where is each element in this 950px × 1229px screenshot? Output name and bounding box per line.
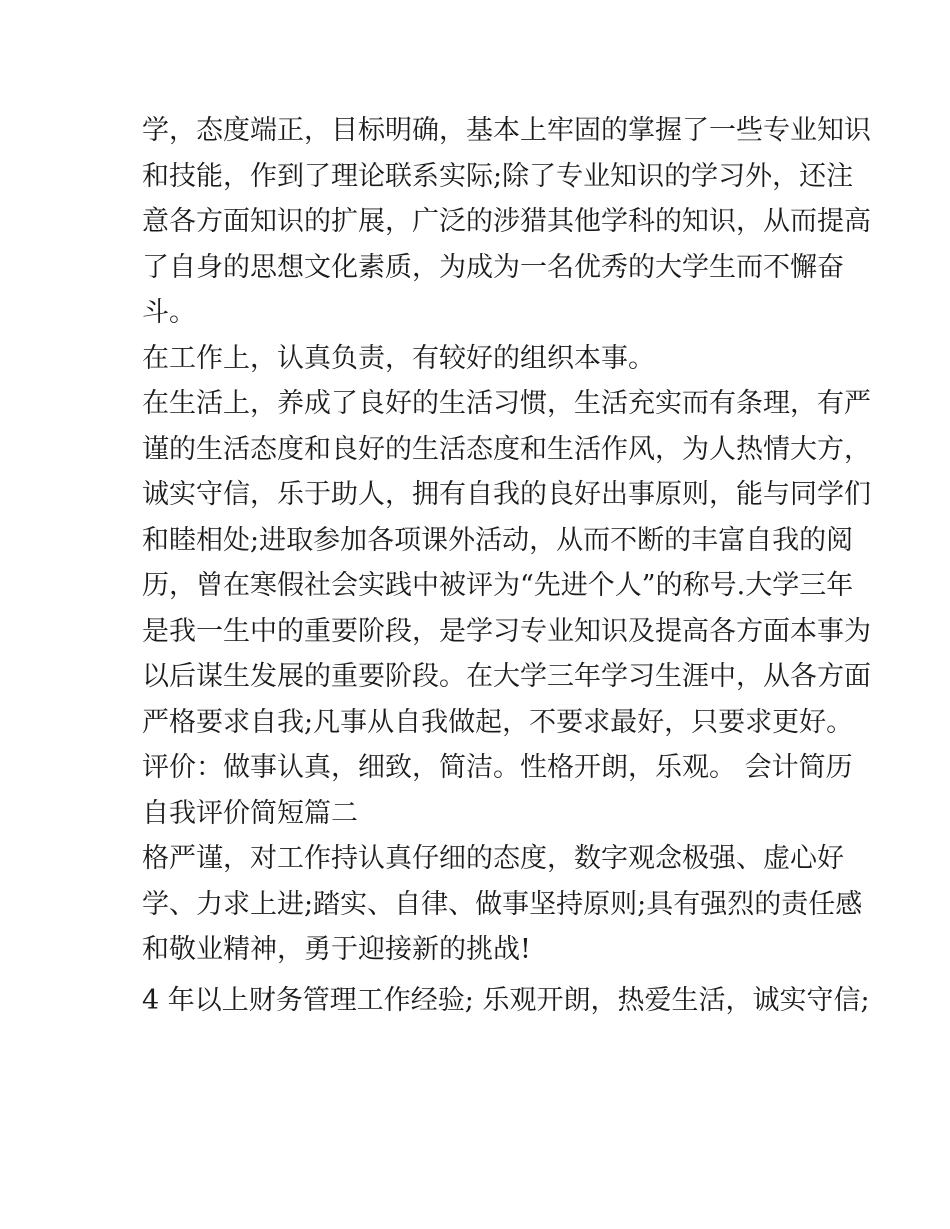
text-line: 历，曾在寒假社会实践中被评为“先进个人”的称号.大学三年: [142, 570, 854, 601]
body-text: [142, 108, 871, 1023]
text-line: 严格要求自我;凡事从自我做起，不要求最好，只要求更好。: [142, 706, 854, 738]
text-line: 和敬业精神，勇于迎接新的挑战!: [142, 934, 531, 965]
text-line: 以后谋生发展的重要阶段。在大学三年学习生涯中，从各方面: [142, 661, 871, 692]
text-line: 学、力求上进;踏实、自律、做事坚持原则;具有强烈的责任感: [142, 888, 863, 920]
text-line: 和技能，作到了理论联系实际;除了专业知识的学习外，还注: [142, 160, 854, 192]
text-line: 是我一生中的重要阶段，是学习专业知识及提高各方面本事为: [142, 615, 871, 647]
text-line: 诚实守信，乐于助人，拥有自我的良好出事原则，能与同学们: [142, 479, 871, 510]
text-line: 学，态度端正，目标明确，基本上牢固的掌握了一些专业知识: [142, 115, 871, 146]
text-line: 谨的生活态度和良好的生活态度和生活作风，为人热情大方，: [142, 433, 871, 465]
text-line: 在生活上，养成了良好的生活习惯，生活充实而有条理，有严: [142, 388, 871, 419]
text-line: 4 年以上财务管理工作经验; 乐观开朗，热爱生活，诚实守信;: [142, 984, 870, 1016]
text-line: 和睦相处;进取参加各项课外活动，从而不断的丰富自我的阅: [142, 524, 854, 556]
text-line: 斗。: [142, 297, 196, 328]
text-line: 了自身的思想文化素质，为成为一名优秀的大学生而不懈奋: [142, 251, 844, 283]
text-line: 在工作上，认真负责，有较好的组织本事。: [142, 342, 655, 374]
section-heading: 自我评价简短篇二: [142, 797, 358, 829]
text-line: 意各方面知识的扩展，广泛的涉猎其他学科的知识，从而提高: [142, 206, 871, 237]
text-line: 格严谨，对工作持认真仔细的态度，数字观念极强、虚心好: [142, 843, 844, 874]
text-line: 评价：做事认真，细致，简洁。性格开朗，乐观。 会计简历: [142, 752, 853, 783]
